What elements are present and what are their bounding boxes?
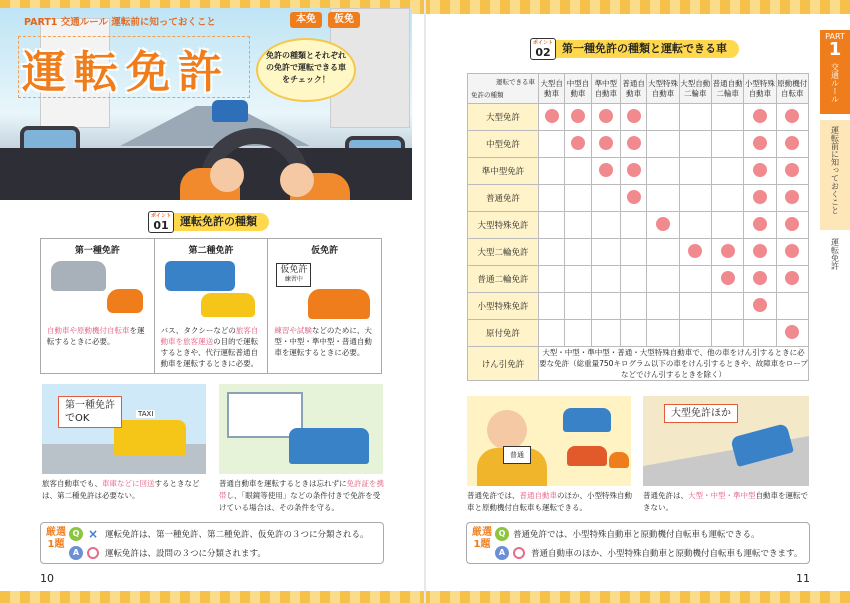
row-header: 大型二輪免許 <box>468 239 539 266</box>
quiz-label: 厳選1題 <box>472 527 492 550</box>
quiz-question: Q × 運転免許は、第一種免許、第二種免許、仮免許の３つに分類される。 <box>69 525 369 543</box>
table-cell <box>565 320 591 347</box>
table-cell <box>620 131 646 158</box>
taxi-icon: TAXI <box>114 420 186 456</box>
table-cell <box>539 239 565 266</box>
table-cell <box>776 266 808 293</box>
section-header-01 <box>148 211 269 233</box>
section-title: 第一種免許の種類と運転できる車 <box>556 40 739 58</box>
standard-license-illustration <box>467 396 631 486</box>
table-cell <box>711 185 743 212</box>
section-title: 運転免許の種類 <box>174 213 269 231</box>
side-part-label: PART <box>825 32 845 41</box>
car-icon <box>51 261 106 291</box>
allowed-dot-icon <box>627 136 641 150</box>
allowed-dot-icon <box>599 163 613 177</box>
allowed-dot-icon <box>545 109 559 123</box>
table-cell <box>647 320 679 347</box>
table-cell <box>711 212 743 239</box>
table-cell <box>679 185 711 212</box>
quiz-answer: A 運転免許は、設問の３つに分類されます。 <box>69 544 266 562</box>
table-cell <box>679 293 711 320</box>
table-cell <box>591 131 620 158</box>
tow-description: 大型・中型・準中型・普通・大型特殊自動車で、他の車をけん引するときに必要な免許（総重量750キログラム以下の車をけん引するときや、故障車をロープなどでけん引するときを除く） <box>539 348 808 379</box>
allowed-dot-icon <box>785 325 799 339</box>
side-tab-chapter[interactable] <box>820 120 850 230</box>
table-cell <box>539 131 565 158</box>
column-header: 普通自動車 <box>620 74 646 104</box>
side-tab-part[interactable] <box>820 30 850 114</box>
page-title: 運転免許 <box>22 47 230 98</box>
car-ahead <box>212 100 248 122</box>
column-header: 準中型自動車 <box>591 74 620 104</box>
tag-karimen: 仮免 <box>328 12 360 28</box>
allowed-dot-icon <box>785 271 799 285</box>
table-cell <box>679 158 711 185</box>
table-cell <box>776 293 808 320</box>
allowed-dot-icon <box>785 217 799 231</box>
license-title: 第一種免許 <box>74 246 120 256</box>
table-cell <box>711 104 743 131</box>
table-cell <box>776 131 808 158</box>
allowed-dot-icon <box>753 190 767 204</box>
taxi-icon <box>201 293 255 317</box>
driver-hand <box>280 163 314 197</box>
table-cell <box>539 104 565 131</box>
allowed-dot-icon <box>627 190 641 204</box>
table-cell <box>620 293 646 320</box>
license-desc: バス、タクシーなどの旅客自動車を旅客運送の目的で運転するときや、代行運転普通自動車を運転するときに必要。 <box>160 326 259 368</box>
license-provisional <box>268 239 381 373</box>
table-cell <box>711 320 743 347</box>
table-cell <box>711 131 743 158</box>
side-tab-section[interactable] <box>820 234 850 282</box>
table-cell <box>591 320 620 347</box>
table-cell <box>711 158 743 185</box>
table-cell <box>591 293 620 320</box>
allowed-dot-icon <box>599 136 613 150</box>
table-row <box>468 185 809 212</box>
allowed-dot-icon <box>571 136 585 150</box>
allowed-dot-icon <box>785 109 799 123</box>
table-cell <box>539 185 565 212</box>
table-cell <box>620 266 646 293</box>
allowed-dot-icon <box>785 163 799 177</box>
table-cell <box>647 131 679 158</box>
first-class-ok-flag: 第一種免許 でOK <box>58 396 122 428</box>
quiz-label: 厳選1題 <box>46 527 66 550</box>
table-cell <box>776 320 808 347</box>
allowed-dot-icon <box>753 271 767 285</box>
column-header: 大型自動二輪車 <box>679 74 711 104</box>
column-header: 中型自動車 <box>565 74 591 104</box>
allowed-dot-icon <box>753 109 767 123</box>
allowed-dot-icon <box>599 109 613 123</box>
table-cell <box>539 158 565 185</box>
example-caption: 普通免許では、普通自動車のほか、小型特殊自動車と原動機付自転車も運転できる。 <box>467 491 632 512</box>
table-cell <box>565 131 591 158</box>
license-first-class <box>41 239 155 373</box>
table-row <box>468 131 809 158</box>
q-badge: Q <box>495 527 509 541</box>
bus-icon <box>165 261 235 291</box>
column-header: 大型自動車 <box>539 74 565 104</box>
large-license-flag: 大型免許ほか <box>664 404 738 423</box>
table-cell <box>711 266 743 293</box>
allowed-dot-icon <box>721 244 735 258</box>
column-header: 普通自動二輪車 <box>711 74 743 104</box>
table-cell <box>565 293 591 320</box>
table-row <box>468 293 809 320</box>
table-row <box>468 104 809 131</box>
person-icon <box>487 410 527 450</box>
table-cell <box>744 158 776 185</box>
license-card: 普通 <box>503 446 531 464</box>
part-header: PART1 交通ルール 運転前に知っておくこと <box>24 17 216 28</box>
table-cell <box>591 158 620 185</box>
provisional-sign: 仮免許 練習中 <box>276 263 311 287</box>
page-spine <box>424 0 426 603</box>
license-vehicle-table <box>467 73 809 381</box>
column-header: 大型特殊自動車 <box>647 74 679 104</box>
table-cell <box>647 104 679 131</box>
table-cell <box>647 185 679 212</box>
allowed-dot-icon <box>785 244 799 258</box>
car-icon <box>308 289 370 319</box>
table-cell <box>591 104 620 131</box>
table-cell <box>711 239 743 266</box>
table-cell <box>620 104 646 131</box>
license-types-table <box>40 238 382 374</box>
side-tab-label: 運転前に知っておくこと <box>830 126 840 214</box>
a-badge: A <box>495 546 509 560</box>
allowed-dot-icon <box>753 163 767 177</box>
license-title: 仮免許 <box>311 246 339 256</box>
table-cell <box>591 239 620 266</box>
table-cell <box>776 104 808 131</box>
point-badge: ポイント 02 <box>530 38 556 60</box>
allowed-dot-icon <box>753 298 767 312</box>
license-card-illustration <box>219 384 383 474</box>
table-cell <box>539 212 565 239</box>
column-header: 小型特殊自動車 <box>744 74 776 104</box>
table-cell <box>647 239 679 266</box>
quiz-answer: A 普通自動車のほか、小型特殊自動車と原動機付自転車も運転できます。 <box>495 544 802 562</box>
table-cell <box>711 293 743 320</box>
table-cell <box>776 212 808 239</box>
table-cell <box>776 158 808 185</box>
table-cell <box>776 185 808 212</box>
example-caption: 普通免許は、大型・中型・準中型自動車を運転できない。 <box>643 491 808 512</box>
table-cell <box>744 131 776 158</box>
table-cell <box>679 104 711 131</box>
allowed-dot-icon <box>627 163 641 177</box>
table-cell <box>565 158 591 185</box>
table-cell <box>744 293 776 320</box>
table-cell <box>647 293 679 320</box>
table-cell <box>591 212 620 239</box>
table-cell <box>565 239 591 266</box>
table-row <box>468 158 809 185</box>
a-badge: A <box>69 546 83 560</box>
table-cell <box>744 185 776 212</box>
example-caption: 普通自動車を運転するときは忘れずに免許証を携帯し、「眼鏡等使用」などの条件付きで免許を受けている場合は、その条件を守る。 <box>219 479 384 512</box>
allowed-dot-icon <box>656 217 670 231</box>
table-cell <box>647 158 679 185</box>
driver-hand <box>210 158 244 192</box>
table-cell <box>679 266 711 293</box>
license-desc: 練習や試験などのために、大型・中型・準中型・普通自動車を運転するときに必要。 <box>274 326 372 357</box>
table-cell <box>565 266 591 293</box>
section-header-02 <box>530 38 739 60</box>
table-cell <box>744 266 776 293</box>
table-cell <box>565 185 591 212</box>
tag-honmen: 本免 <box>290 12 322 28</box>
row-header: 小型特殊免許 <box>468 293 539 320</box>
table-cell <box>539 293 565 320</box>
allowed-dot-icon <box>571 109 585 123</box>
column-header: 原動機付自転車 <box>776 74 808 104</box>
table-cell <box>679 320 711 347</box>
table-corner: 運転できる車 免許の種類 <box>468 74 539 104</box>
correct-mark-icon <box>513 547 525 559</box>
table-cell <box>620 212 646 239</box>
table-cell <box>744 239 776 266</box>
scooter-icon <box>107 289 143 313</box>
row-header: 普通二輪免許 <box>468 266 539 293</box>
speech-bubble: 免許の種類とそれぞれの免許で運転できる車をチェック！ <box>256 38 356 102</box>
row-header: けん引免許 <box>468 347 539 381</box>
license-second-class <box>155 239 269 373</box>
table-cell <box>679 131 711 158</box>
car-icon <box>289 428 369 464</box>
row-header: 大型免許 <box>468 104 539 131</box>
allowed-dot-icon <box>688 244 702 258</box>
car-icon <box>563 408 611 432</box>
q-badge: Q <box>69 527 83 541</box>
table-cell <box>565 212 591 239</box>
table-cell <box>744 320 776 347</box>
page-number: 10 <box>40 572 54 585</box>
table-cell <box>620 320 646 347</box>
allowed-dot-icon <box>753 244 767 258</box>
table-cell <box>679 239 711 266</box>
example-caption: 旅客自動車でも、車庫などに回送するときなどは、第二種免許は必要ない。 <box>42 479 200 500</box>
tractor-icon <box>567 446 607 466</box>
table-cell <box>647 212 679 239</box>
quiz-box-right <box>466 522 810 564</box>
table-cell <box>565 104 591 131</box>
row-header: 普通免許 <box>468 185 539 212</box>
table-cell <box>776 239 808 266</box>
table-cell <box>744 212 776 239</box>
table-header-row <box>468 74 809 104</box>
table-row <box>468 320 809 347</box>
side-tab-label: 運転免許 <box>830 238 840 270</box>
table-row <box>468 239 809 266</box>
allowed-dot-icon <box>721 271 735 285</box>
correct-mark-icon <box>87 547 99 559</box>
table-row <box>468 347 809 381</box>
table-row <box>468 266 809 293</box>
table-cell <box>647 266 679 293</box>
row-header: 原付免許 <box>468 320 539 347</box>
side-part-number: 1 <box>828 39 842 60</box>
row-header: 大型特殊免許 <box>468 212 539 239</box>
table-cell <box>539 320 565 347</box>
table-cell <box>744 104 776 131</box>
wrong-mark-icon: × <box>87 527 99 541</box>
table-cell <box>591 185 620 212</box>
license-desc: 自動車や原動機付自転車を運転するときに必要。 <box>47 326 145 346</box>
table-cell <box>539 266 565 293</box>
quiz-question: Q 普通免許では、小型特殊自動車と原動機付自転車も運転できる。 <box>495 525 760 543</box>
table-row <box>468 212 809 239</box>
allowed-dot-icon <box>627 109 641 123</box>
table-cell <box>620 158 646 185</box>
allowed-dot-icon <box>785 190 799 204</box>
side-tab-label: 交通ルール <box>830 63 840 103</box>
scooter-icon <box>609 452 629 468</box>
row-header: 準中型免許 <box>468 158 539 185</box>
row-header: 中型免許 <box>468 131 539 158</box>
table-cell <box>679 212 711 239</box>
allowed-dot-icon <box>753 217 767 231</box>
table-cell <box>591 266 620 293</box>
allowed-dot-icon <box>785 136 799 150</box>
table-cell <box>620 239 646 266</box>
allowed-dot-icon <box>753 136 767 150</box>
quiz-box-left <box>40 522 384 564</box>
point-badge: ポイント 01 <box>148 211 174 233</box>
license-title: 第二種免許 <box>188 246 234 256</box>
page-number: 11 <box>796 572 810 585</box>
table-cell <box>620 185 646 212</box>
